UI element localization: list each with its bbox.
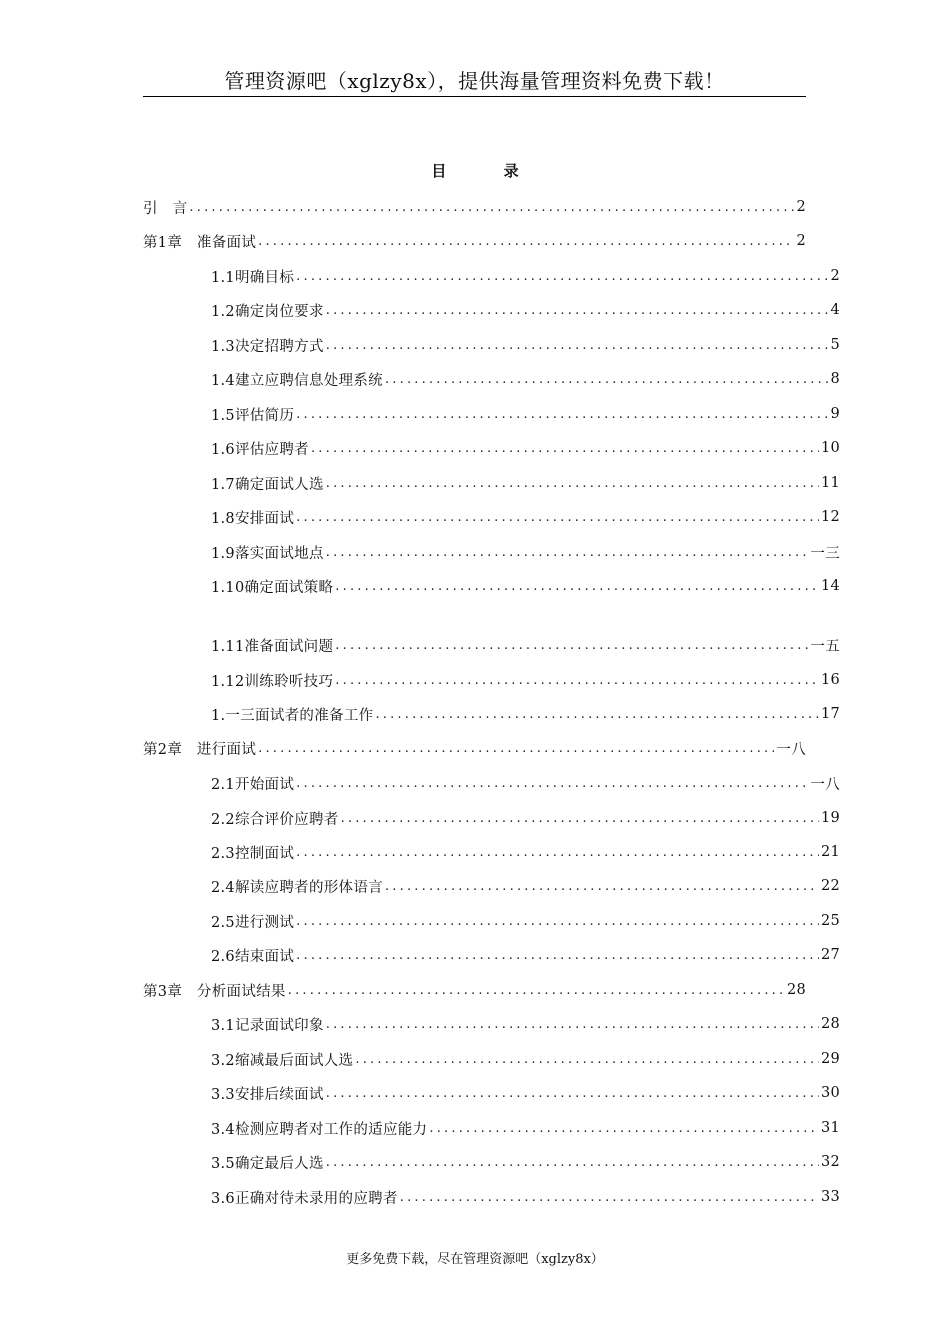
dot-leader: [355, 1052, 819, 1067]
toc-entry-label: 第2章 进行面试: [143, 741, 257, 758]
toc-entry-page: 一八: [776, 741, 806, 758]
toc-entry[interactable]: [177, 1007, 840, 1041]
dot-leader: [311, 441, 819, 456]
dot-leader: [326, 1155, 819, 1170]
toc-entry[interactable]: [177, 1042, 840, 1076]
toc-entry-label: 1.5评估简历: [211, 407, 295, 424]
toc-entry-page: 2: [796, 233, 806, 249]
toc-entry[interactable]: [177, 293, 840, 327]
dot-leader: [341, 811, 819, 826]
toc-entry[interactable]: [143, 731, 806, 765]
toc-entry[interactable]: [177, 628, 840, 662]
dot-leader: [296, 269, 828, 284]
toc-title: 目 录: [431, 162, 545, 180]
toc-entry-label: 第3章 分析面试结果: [143, 983, 286, 1000]
toc-entry[interactable]: [177, 904, 840, 938]
toc-entry-label: 1.7确定面试人选: [211, 476, 324, 493]
dot-leader: [296, 776, 808, 791]
dot-leader: [385, 372, 829, 387]
toc-entry-page: 5: [830, 337, 840, 353]
dot-leader: [385, 879, 819, 894]
toc-entry[interactable]: [177, 569, 840, 603]
toc-entry[interactable]: [143, 973, 806, 1007]
toc-entry[interactable]: [177, 938, 840, 972]
toc-entry-label: 3.2缩减最后面试人选: [211, 1052, 354, 1069]
toc-entry-page: 27: [820, 947, 840, 963]
toc-entry[interactable]: [177, 466, 840, 500]
dot-leader: [326, 1017, 819, 1032]
toc-entry-page: 12: [820, 509, 840, 525]
dot-leader: [258, 741, 774, 756]
toc-entry[interactable]: [177, 663, 840, 697]
toc-entry-page: 33: [820, 1189, 840, 1205]
toc-entry-label: 3.4检测应聘者对工作的适应能力: [211, 1121, 428, 1138]
toc-entry-label: 2.3控制面试: [211, 845, 295, 862]
dot-leader: [296, 845, 819, 860]
dot-leader: [375, 707, 819, 722]
dot-leader: [296, 914, 819, 929]
toc-entry-label: 2.6结束面试: [211, 948, 295, 965]
toc-entry-label: 1.2确定岗位要求: [211, 303, 324, 320]
dot-leader: [335, 579, 819, 594]
toc-entry-page: 10: [820, 440, 840, 456]
toc-entry[interactable]: [177, 1076, 840, 1110]
toc-entry-page: 19: [820, 810, 840, 826]
toc-entry[interactable]: [177, 328, 840, 362]
toc-entry-label: 2.4解读应聘者的形体语言: [211, 879, 383, 896]
toc-entry-page: 2: [830, 268, 840, 284]
dot-leader: [296, 407, 828, 422]
dot-leader: [326, 476, 819, 491]
toc-entry-label: 3.5确定最后人选: [211, 1155, 324, 1172]
toc-entry-page: 一五: [810, 638, 840, 655]
toc-entry[interactable]: [177, 766, 840, 800]
toc-entry-label: 1.3决定招聘方式: [211, 338, 324, 355]
dot-leader: [335, 673, 819, 688]
toc-entry-page: 32: [820, 1154, 840, 1170]
toc-entry-label: 2.2综合评价应聘者: [211, 811, 339, 828]
toc-entry-page: 31: [820, 1120, 840, 1136]
toc-entry-label: 2.1开始面试: [211, 776, 295, 793]
dot-leader: [326, 1086, 819, 1101]
toc-entry-label: 1.10确定面试策略: [211, 579, 334, 596]
toc-entry-label: 1.6评估应聘者: [211, 441, 309, 458]
toc-entry-page: 11: [820, 475, 840, 491]
toc-entry-page: 21: [820, 844, 840, 860]
dot-leader: [335, 638, 808, 653]
dot-leader: [296, 948, 819, 963]
toc-entry[interactable]: [177, 801, 840, 835]
toc-entry-page: 17: [820, 706, 840, 722]
toc-entry-label: 1.一三面试者的准备工作: [211, 707, 374, 724]
toc-entry-label: 引 言: [143, 200, 188, 217]
toc-entry[interactable]: [177, 1145, 840, 1179]
toc-entry-label: 1.1明确目标: [211, 269, 295, 286]
toc-entry-page: 14: [820, 578, 840, 594]
dot-leader: [326, 303, 829, 318]
dot-leader: [326, 545, 809, 560]
toc-entry-page: 28: [820, 1016, 840, 1032]
toc-entry[interactable]: [177, 500, 840, 534]
dot-leader: [326, 338, 829, 353]
toc-entry[interactable]: [177, 431, 840, 465]
toc-entry-label: 第1章 准备面试: [143, 234, 257, 251]
toc-entry-label: 3.6正确对待未录用的应聘者: [211, 1190, 398, 1207]
toc-entry[interactable]: [177, 835, 840, 869]
toc-entry[interactable]: [177, 1180, 840, 1214]
toc-entry-label: 1.4建立应聘信息处理系统: [211, 372, 383, 389]
toc-entry-label: 1.9落实面试地点: [211, 545, 324, 562]
toc-entry-page: 一八: [810, 776, 840, 793]
dot-leader: [258, 234, 794, 249]
toc-entry-page: 30: [820, 1085, 840, 1101]
toc-entry[interactable]: [143, 224, 806, 258]
toc-entry-page: 一三: [810, 545, 840, 562]
toc-entry-label: 1.12训练聆听技巧: [211, 673, 334, 690]
toc-entry-label: 2.5进行测试: [211, 914, 295, 931]
page-footer: 更多免费下载，尽在管理资源吧（xglzy8x）: [346, 1252, 604, 1267]
header-rule: [143, 96, 806, 97]
toc-entry-label: 1.8安排面试: [211, 510, 295, 527]
dot-leader: [189, 200, 794, 215]
toc-entry[interactable]: [177, 697, 840, 731]
toc-entry-page: 29: [820, 1051, 840, 1067]
toc-entry-label: 3.3安排后续面试: [211, 1086, 324, 1103]
toc-entry-page: 28: [786, 982, 806, 998]
toc-entry[interactable]: [177, 1111, 840, 1145]
toc-entry[interactable]: [143, 190, 806, 224]
dot-leader: [296, 510, 819, 525]
toc-entry-page: 25: [820, 913, 840, 929]
toc-entry-page: 16: [820, 672, 840, 688]
toc-entry-page: 2: [796, 199, 806, 215]
toc-entry-page: 22: [820, 878, 840, 894]
toc-entry-page: 4: [830, 302, 840, 318]
toc-entry[interactable]: [177, 535, 840, 569]
dot-leader: [429, 1121, 819, 1136]
toc-entry-label: 1.11准备面试问题: [211, 638, 334, 655]
dot-leader: [400, 1190, 819, 1205]
toc-entry-label: 3.1记录面试印象: [211, 1017, 324, 1034]
toc-entry-page: 9: [830, 406, 840, 422]
toc-entry[interactable]: [177, 397, 840, 431]
dot-leader: [288, 983, 785, 998]
toc-entry[interactable]: [177, 362, 840, 396]
page-header: 管理资源吧（xglzy8x），提供海量管理资料免费下载！: [224, 69, 725, 93]
toc-entry[interactable]: [177, 259, 840, 293]
toc-entry[interactable]: [177, 869, 840, 903]
toc-entry-page: 8: [830, 371, 840, 387]
